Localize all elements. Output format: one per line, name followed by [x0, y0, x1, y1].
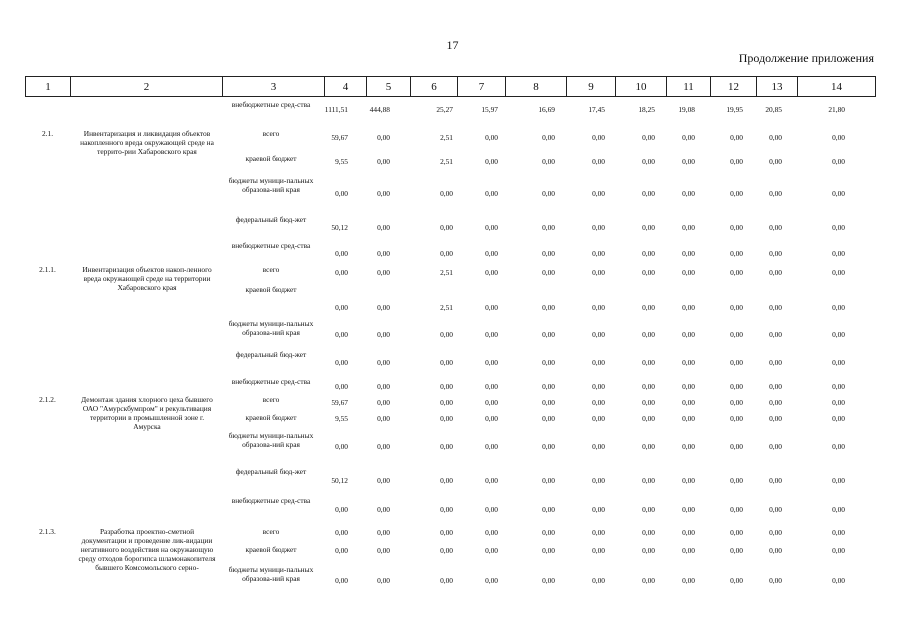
row-value-col-8: 0,00 — [542, 442, 555, 451]
row-value-col-13: 0,00 — [769, 133, 782, 142]
row-value-col-10: 0,00 — [642, 223, 655, 232]
row-funding-source: внебюджетные сред-ства — [231, 241, 311, 250]
row-value-col-8: 0,00 — [542, 268, 555, 277]
row-value-col-7: 0,00 — [485, 330, 498, 339]
row-value-col-14: 0,00 — [832, 382, 845, 391]
row-value-col-12: 0,00 — [730, 476, 743, 485]
header-col-9: 9 — [567, 77, 616, 97]
row-value-col-14: 0,00 — [832, 268, 845, 277]
row-value-col-7: 0,00 — [485, 358, 498, 367]
row-value-col-7: 15,97 — [481, 105, 498, 114]
row-funding-source: федеральный бюд-жет — [235, 467, 307, 476]
row-activity-name: Инвентаризация объектов накоп-ленного вреда окружающей среде на территории Хабаровского края — [82, 265, 212, 292]
row-value-col-5: 0,00 — [377, 358, 390, 367]
row-value-col-12: 0,00 — [730, 528, 743, 537]
row-value-col-12: 0,00 — [730, 303, 743, 312]
row-value-col-4: 0,00 — [335, 358, 348, 367]
row-value-col-4: 0,00 — [335, 268, 348, 277]
row-value-col-11: 0,00 — [682, 414, 695, 423]
row-value-col-4: 50,12 — [331, 223, 348, 232]
row-value-col-4: 0,00 — [335, 546, 348, 555]
row-value-col-10: 0,00 — [642, 528, 655, 537]
row-value-col-4: 0,00 — [335, 249, 348, 258]
row-value-col-4: 0,00 — [335, 330, 348, 339]
row-value-col-12: 0,00 — [730, 358, 743, 367]
row-value-col-10: 0,00 — [642, 442, 655, 451]
row-value-col-7: 0,00 — [485, 268, 498, 277]
row-value-col-10: 18,25 — [638, 105, 655, 114]
row-value-col-6: 0,00 — [440, 442, 453, 451]
row-value-col-6: 0,00 — [440, 330, 453, 339]
row-value-col-6: 0,00 — [440, 414, 453, 423]
row-value-col-14: 0,00 — [832, 189, 845, 198]
row-funding-source: внебюджетные сред-ства — [231, 377, 311, 386]
row-value-col-7: 0,00 — [485, 476, 498, 485]
row-value-col-9: 0,00 — [592, 223, 605, 232]
row-code: 2.1.2. — [39, 395, 56, 404]
row-value-col-9: 0,00 — [592, 157, 605, 166]
row-value-col-12: 0,00 — [730, 442, 743, 451]
row-value-col-7: 0,00 — [485, 249, 498, 258]
row-value-col-13: 0,00 — [769, 358, 782, 367]
row-value-col-10: 0,00 — [642, 576, 655, 585]
row-value-col-8: 0,00 — [542, 546, 555, 555]
row-value-col-11: 0,00 — [682, 157, 695, 166]
row-value-col-9: 0,00 — [592, 330, 605, 339]
row-value-col-11: 0,00 — [682, 268, 695, 277]
row-value-col-11: 0,00 — [682, 546, 695, 555]
row-value-col-12: 0,00 — [730, 189, 743, 198]
row-value-col-9: 0,00 — [592, 249, 605, 258]
header-col-8: 8 — [506, 77, 567, 97]
row-value-col-7: 0,00 — [485, 223, 498, 232]
row-value-col-7: 0,00 — [485, 528, 498, 537]
row-value-col-5: 0,00 — [377, 268, 390, 277]
row-value-col-8: 0,00 — [542, 505, 555, 514]
header-col-2: 2 — [71, 77, 223, 97]
row-value-col-13: 0,00 — [769, 576, 782, 585]
row-value-col-11: 0,00 — [682, 382, 695, 391]
row-value-col-5: 0,00 — [377, 303, 390, 312]
row-value-col-9: 0,00 — [592, 303, 605, 312]
row-value-col-9: 0,00 — [592, 268, 605, 277]
row-value-col-14: 0,00 — [832, 528, 845, 537]
row-value-col-14: 0,00 — [832, 414, 845, 423]
row-value-col-8: 0,00 — [542, 330, 555, 339]
row-value-col-10: 0,00 — [642, 133, 655, 142]
row-value-col-8: 0,00 — [542, 189, 555, 198]
row-value-col-12: 0,00 — [730, 223, 743, 232]
row-value-col-13: 0,00 — [769, 382, 782, 391]
row-value-col-6: 0,00 — [440, 528, 453, 537]
row-value-col-7: 0,00 — [485, 414, 498, 423]
row-value-col-5: 0,00 — [377, 157, 390, 166]
row-value-col-14: 0,00 — [832, 546, 845, 555]
row-value-col-13: 0,00 — [769, 268, 782, 277]
row-code: 2.1.3. — [39, 527, 56, 536]
row-funding-source: краевой бюджет — [245, 413, 297, 422]
row-value-col-10: 0,00 — [642, 268, 655, 277]
row-activity-name: Разработка проектно-сметной документации и проведение лик-видации негативного воздействия на окружающую среду отходов борогипса шламонакопителя бывшего Комсомольского серно- — [78, 527, 216, 572]
row-value-col-4: 1111,51 — [324, 105, 348, 114]
row-value-col-14: 0,00 — [832, 505, 845, 514]
row-value-col-8: 0,00 — [542, 249, 555, 258]
row-funding-source: всего — [262, 395, 280, 404]
row-value-col-10: 0,00 — [642, 476, 655, 485]
row-value-col-7: 0,00 — [485, 442, 498, 451]
row-value-col-11: 0,00 — [682, 189, 695, 198]
row-value-col-12: 0,00 — [730, 546, 743, 555]
row-value-col-5: 0,00 — [377, 442, 390, 451]
row-value-col-6: 0,00 — [440, 223, 453, 232]
row-value-col-8: 0,00 — [542, 528, 555, 537]
row-value-col-13: 0,00 — [769, 303, 782, 312]
row-value-col-5: 0,00 — [377, 398, 390, 407]
row-value-col-8: 0,00 — [542, 358, 555, 367]
row-value-col-4: 0,00 — [335, 576, 348, 585]
row-value-col-10: 0,00 — [642, 330, 655, 339]
row-value-col-8: 0,00 — [542, 382, 555, 391]
row-value-col-7: 0,00 — [485, 505, 498, 514]
row-value-col-11: 0,00 — [682, 223, 695, 232]
row-value-col-5: 0,00 — [377, 546, 390, 555]
row-value-col-14: 0,00 — [832, 223, 845, 232]
row-value-col-12: 0,00 — [730, 157, 743, 166]
row-value-col-11: 0,00 — [682, 133, 695, 142]
row-value-col-5: 0,00 — [377, 528, 390, 537]
row-value-col-12: 0,00 — [730, 505, 743, 514]
row-funding-source: внебюджетные сред-ства — [231, 100, 311, 109]
row-value-col-7: 0,00 — [485, 157, 498, 166]
row-value-col-8: 0,00 — [542, 223, 555, 232]
row-value-col-12: 19,95 — [726, 105, 743, 114]
row-value-col-10: 0,00 — [642, 249, 655, 258]
row-value-col-5: 0,00 — [377, 476, 390, 485]
row-funding-source: краевой бюджет — [245, 285, 297, 294]
row-value-col-7: 0,00 — [485, 133, 498, 142]
row-value-col-8: 0,00 — [542, 157, 555, 166]
row-value-col-4: 50,12 — [331, 476, 348, 485]
row-value-col-14: 0,00 — [832, 157, 845, 166]
row-value-col-13: 0,00 — [769, 546, 782, 555]
row-activity-name: Демонтаж здания хлорного цеха бывшего ОАО "Амурскбумпром" и рекультивация территории в промышленной зоне г. Амурска — [81, 395, 213, 431]
header-col-12: 12 — [711, 77, 757, 97]
row-value-col-8: 0,00 — [542, 576, 555, 585]
row-value-col-11: 0,00 — [682, 303, 695, 312]
row-value-col-10: 0,00 — [642, 382, 655, 391]
row-value-col-10: 0,00 — [642, 398, 655, 407]
row-funding-source: федеральный бюд-жет — [235, 215, 307, 224]
row-value-col-13: 0,00 — [769, 157, 782, 166]
row-value-col-4: 0,00 — [335, 505, 348, 514]
row-value-col-9: 0,00 — [592, 382, 605, 391]
row-value-col-11: 0,00 — [682, 528, 695, 537]
row-value-col-14: 0,00 — [832, 358, 845, 367]
row-value-col-4: 59,67 — [331, 133, 348, 142]
row-value-col-4: 59,67 — [331, 398, 348, 407]
row-value-col-10: 0,00 — [642, 157, 655, 166]
row-value-col-5: 0,00 — [377, 189, 390, 198]
row-value-col-13: 0,00 — [769, 505, 782, 514]
row-funding-source: бюджеты муници-пальных образова-ний края — [228, 176, 314, 194]
row-value-col-8: 0,00 — [542, 398, 555, 407]
row-funding-source: бюджеты муници-пальных образова-ний края — [228, 319, 314, 337]
row-funding-source: внебюджетные сред-ства — [231, 496, 311, 505]
row-value-col-6: 0,00 — [440, 398, 453, 407]
row-value-col-9: 0,00 — [592, 189, 605, 198]
row-value-col-4: 0,00 — [335, 189, 348, 198]
row-value-col-7: 0,00 — [485, 382, 498, 391]
row-value-col-10: 0,00 — [642, 546, 655, 555]
row-value-col-13: 0,00 — [769, 442, 782, 451]
row-value-col-6: 0,00 — [440, 189, 453, 198]
row-funding-source: краевой бюджет — [245, 545, 297, 554]
row-value-col-8: 0,00 — [542, 476, 555, 485]
header-col-13: 13 — [757, 77, 798, 97]
row-value-col-9: 0,00 — [592, 398, 605, 407]
row-value-col-4: 0,00 — [335, 528, 348, 537]
row-value-col-10: 0,00 — [642, 358, 655, 367]
row-value-col-12: 0,00 — [730, 398, 743, 407]
row-value-col-13: 0,00 — [769, 476, 782, 485]
row-value-col-6: 0,00 — [440, 382, 453, 391]
row-value-col-7: 0,00 — [485, 398, 498, 407]
row-value-col-6: 2,51 — [440, 268, 453, 277]
row-value-col-14: 0,00 — [832, 133, 845, 142]
row-value-col-6: 0,00 — [440, 476, 453, 485]
row-code: 2.1. — [41, 129, 54, 138]
row-value-col-9: 0,00 — [592, 442, 605, 451]
row-value-col-6: 0,00 — [440, 249, 453, 258]
row-value-col-7: 0,00 — [485, 576, 498, 585]
row-value-col-6: 0,00 — [440, 505, 453, 514]
row-value-col-5: 0,00 — [377, 133, 390, 142]
row-value-col-11: 0,00 — [682, 358, 695, 367]
row-value-col-13: 0,00 — [769, 223, 782, 232]
row-value-col-9: 0,00 — [592, 358, 605, 367]
row-funding-source: бюджеты муници-пальных образова-ний края — [228, 565, 314, 583]
row-value-col-13: 0,00 — [769, 249, 782, 258]
row-value-col-5: 0,00 — [377, 330, 390, 339]
row-value-col-10: 0,00 — [642, 414, 655, 423]
row-value-col-9: 0,00 — [592, 528, 605, 537]
row-value-col-9: 0,00 — [592, 476, 605, 485]
row-value-col-10: 0,00 — [642, 189, 655, 198]
row-value-col-11: 0,00 — [682, 249, 695, 258]
row-activity-name: Инвентаризация и ликвидация объектов накопленного вреда окружающей среде на террито-рии Хабаровского края — [80, 129, 214, 156]
header-col-14: 14 — [798, 77, 876, 97]
row-value-col-12: 0,00 — [730, 414, 743, 423]
row-code: 2.1.1. — [39, 265, 56, 274]
row-value-col-6: 25,27 — [436, 105, 453, 114]
row-value-col-13: 0,00 — [769, 398, 782, 407]
row-value-col-12: 0,00 — [730, 249, 743, 258]
header-col-11: 11 — [667, 77, 711, 97]
header-col-10: 10 — [616, 77, 667, 97]
row-value-col-11: 19,08 — [678, 105, 695, 114]
row-value-col-9: 0,00 — [592, 576, 605, 585]
row-value-col-5: 0,00 — [377, 249, 390, 258]
row-value-col-11: 0,00 — [682, 505, 695, 514]
row-value-col-5: 0,00 — [377, 576, 390, 585]
row-value-col-10: 0,00 — [642, 303, 655, 312]
row-value-col-13: 20,85 — [765, 105, 782, 114]
row-value-col-4: 0,00 — [335, 382, 348, 391]
row-value-col-8: 16,69 — [538, 105, 555, 114]
row-value-col-13: 0,00 — [769, 528, 782, 537]
row-value-col-6: 2,51 — [440, 157, 453, 166]
row-value-col-14: 0,00 — [832, 576, 845, 585]
row-value-col-7: 0,00 — [485, 303, 498, 312]
header-col-5: 5 — [367, 77, 411, 97]
page-number: 17 — [446, 38, 459, 52]
row-funding-source: всего — [262, 527, 280, 536]
table-header — [25, 76, 876, 97]
appendix-table — [25, 76, 875, 585]
row-value-col-14: 0,00 — [832, 249, 845, 258]
row-value-col-12: 0,00 — [730, 576, 743, 585]
row-value-col-7: 0,00 — [485, 546, 498, 555]
row-value-col-13: 0,00 — [769, 330, 782, 339]
header-col-3: 3 — [223, 77, 325, 97]
row-value-col-14: 21,80 — [828, 105, 845, 114]
row-funding-source: всего — [262, 265, 280, 274]
row-value-col-14: 0,00 — [832, 330, 845, 339]
header-col-4: 4 — [325, 77, 367, 97]
row-value-col-13: 0,00 — [769, 189, 782, 198]
row-value-col-5: 0,00 — [377, 223, 390, 232]
row-value-col-12: 0,00 — [730, 268, 743, 277]
header-col-6: 6 — [411, 77, 458, 97]
row-value-col-7: 0,00 — [485, 189, 498, 198]
row-value-col-10: 0,00 — [642, 505, 655, 514]
row-value-col-5: 444,88 — [369, 105, 390, 114]
continuation-note: Продолжение приложения — [738, 51, 874, 65]
row-value-col-11: 0,00 — [682, 576, 695, 585]
row-value-col-5: 0,00 — [377, 414, 390, 423]
row-value-col-5: 0,00 — [377, 382, 390, 391]
row-value-col-8: 0,00 — [542, 303, 555, 312]
row-value-col-6: 0,00 — [440, 358, 453, 367]
row-value-col-4: 0,00 — [335, 303, 348, 312]
row-funding-source: краевой бюджет — [245, 154, 297, 163]
row-value-col-14: 0,00 — [832, 398, 845, 407]
row-value-col-14: 0,00 — [832, 303, 845, 312]
row-value-col-6: 2,51 — [440, 303, 453, 312]
row-value-col-14: 0,00 — [832, 476, 845, 485]
row-value-col-12: 0,00 — [730, 382, 743, 391]
row-value-col-6: 2,51 — [440, 133, 453, 142]
row-value-col-4: 9,55 — [335, 414, 348, 423]
row-value-col-6: 0,00 — [440, 546, 453, 555]
row-value-col-9: 0,00 — [592, 546, 605, 555]
row-funding-source: бюджеты муници-пальных образова-ний края — [228, 431, 314, 449]
row-value-col-11: 0,00 — [682, 476, 695, 485]
row-value-col-11: 0,00 — [682, 398, 695, 407]
row-value-col-6: 0,00 — [440, 576, 453, 585]
row-value-col-4: 0,00 — [335, 442, 348, 451]
row-funding-source: всего — [262, 129, 280, 138]
row-value-col-11: 0,00 — [682, 330, 695, 339]
row-value-col-8: 0,00 — [542, 414, 555, 423]
row-value-col-8: 0,00 — [542, 133, 555, 142]
row-value-col-12: 0,00 — [730, 133, 743, 142]
row-value-col-13: 0,00 — [769, 414, 782, 423]
row-value-col-5: 0,00 — [377, 505, 390, 514]
row-funding-source: федеральный бюд-жет — [235, 350, 307, 359]
row-value-col-9: 17,45 — [588, 105, 605, 114]
row-value-col-14: 0,00 — [832, 442, 845, 451]
header-col-7: 7 — [458, 77, 506, 97]
row-value-col-11: 0,00 — [682, 442, 695, 451]
row-value-col-4: 9,55 — [335, 157, 348, 166]
row-value-col-9: 0,00 — [592, 414, 605, 423]
row-value-col-9: 0,00 — [592, 133, 605, 142]
row-value-col-12: 0,00 — [730, 330, 743, 339]
header-col-1: 1 — [26, 77, 71, 97]
row-value-col-9: 0,00 — [592, 505, 605, 514]
